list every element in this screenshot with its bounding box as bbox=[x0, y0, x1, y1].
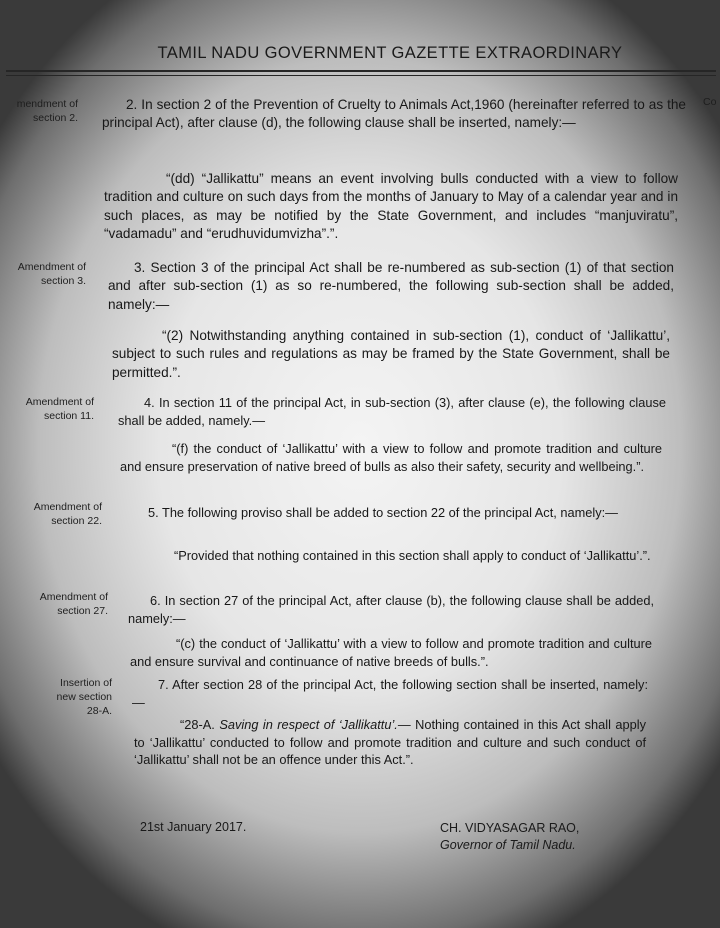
paragraph-2-quote: “(dd) “Jallikattu” means an event involving bulls conducted with a view to follow tradition and culture on such days from the months of January to May of a calendar year and in such places, as may be notified by the State Government, and includes “manjuviratu”, “vadamadu” and “erudhuvidumvizha”.”. bbox=[104, 171, 678, 242]
paragraph-3-quote: “(2) Notwithstanding anything contained in sub-section (1), conduct of ‘Jallikattu’, subject to such rules and regulations as may be framed by the State Government, shall be permitted.”. bbox=[112, 328, 670, 380]
margin-note-line: section 3. bbox=[41, 275, 86, 287]
header-rule bbox=[6, 70, 716, 72]
margin-note-section-22 bbox=[14, 500, 102, 528]
margin-note-line: 28-A. bbox=[86, 705, 112, 717]
margin-note-line: section 11. bbox=[43, 410, 94, 422]
margin-note-line: Amendment of bbox=[39, 591, 108, 603]
quote-28a-head: “28-A. bbox=[180, 717, 220, 732]
margin-note-line: new section bbox=[56, 691, 112, 703]
paragraph-6-quote: “(c) the conduct of ‘Jallikattu’ with a view to follow and promote tradition and culture and ensure survival and continuance of native breeds of bulls.”. bbox=[130, 636, 652, 669]
paragraph-7-quote bbox=[134, 716, 646, 769]
margin-note-line: Amendment of bbox=[17, 261, 86, 273]
quote-28a-heading-italic: Saving in respect of ‘Jallikattu’. bbox=[219, 717, 398, 732]
margin-note-section-11 bbox=[6, 395, 94, 423]
margin-note-line: section 22. bbox=[51, 515, 102, 527]
paragraph-4: 4. In section 11 of the principal Act, in sub-section (3), after clause (e), the following clause shall be added, namely.— bbox=[118, 395, 666, 428]
header-rule-thin bbox=[6, 75, 716, 76]
margin-note-line: Amendment of bbox=[33, 501, 102, 513]
right-margin-fragment: Co bbox=[703, 96, 717, 108]
signature-block bbox=[440, 820, 579, 854]
paragraph-6: 6. In section 27 of the principal Act, after clause (b), the following clause shall be added, namely:— bbox=[128, 593, 654, 626]
margin-note-line: section 2. bbox=[33, 112, 78, 124]
margin-note-section-2 bbox=[0, 97, 78, 125]
paragraph-3: 3. Section 3 of the principal Act shall be re-numbered as sub-section (1) of that section and after sub-section (1) as so re-numbered, the following sub-section shall be added, namely:— bbox=[108, 260, 674, 312]
margin-note-section-28a bbox=[22, 676, 112, 718]
signatory-name: CH. VIDYASAGAR RAO, bbox=[440, 821, 580, 835]
margin-note-section-27 bbox=[20, 590, 108, 618]
margin-note-line: mendment of bbox=[16, 98, 78, 110]
margin-note-section-3 bbox=[0, 260, 86, 288]
gazette-header: TAMIL NADU GOVERNMENT GAZETTE EXTRAORDINARY bbox=[157, 44, 623, 62]
paragraph-4-quote: “(f) the conduct of ‘Jallikattu’ with a view to follow and promote tradition and culture and ensure preservation of native breed of bulls as also their safety, security and wellbeing.”. bbox=[120, 441, 662, 474]
quote-28a-rest: — Nothing contained in this Act shall apply to ‘Jallikattu’ conducted to follow and promote tradition and culture and such conduct of ‘Jallikattu’ shall not be an offence under this Act.”. bbox=[134, 717, 646, 768]
paragraph-2: 2. In section 2 of the Prevention of Cruelty to Animals Act,1960 (hereinafter referred to as the principal Act), after clause (d), the following clause shall be inserted, namely:— bbox=[102, 97, 686, 131]
signatory-designation: Governor of Tamil Nadu. bbox=[440, 838, 576, 852]
paragraph-7: 7. After section 28 of the principal Act, the following section shall be inserted, namely:— bbox=[132, 677, 648, 710]
paragraph-5-quote: “Provided that nothing contained in this section shall apply to conduct of ‘Jallikattu’.”. bbox=[174, 548, 651, 563]
gazette-date: 21st January 2017. bbox=[140, 820, 247, 834]
margin-note-line: Amendment of bbox=[25, 396, 94, 408]
margin-note-line: section 27. bbox=[57, 605, 108, 617]
paragraph-5: 5. The following proviso shall be added to section 22 of the principal Act, namely:— bbox=[148, 505, 618, 520]
margin-note-line: Insertion of bbox=[60, 677, 112, 689]
